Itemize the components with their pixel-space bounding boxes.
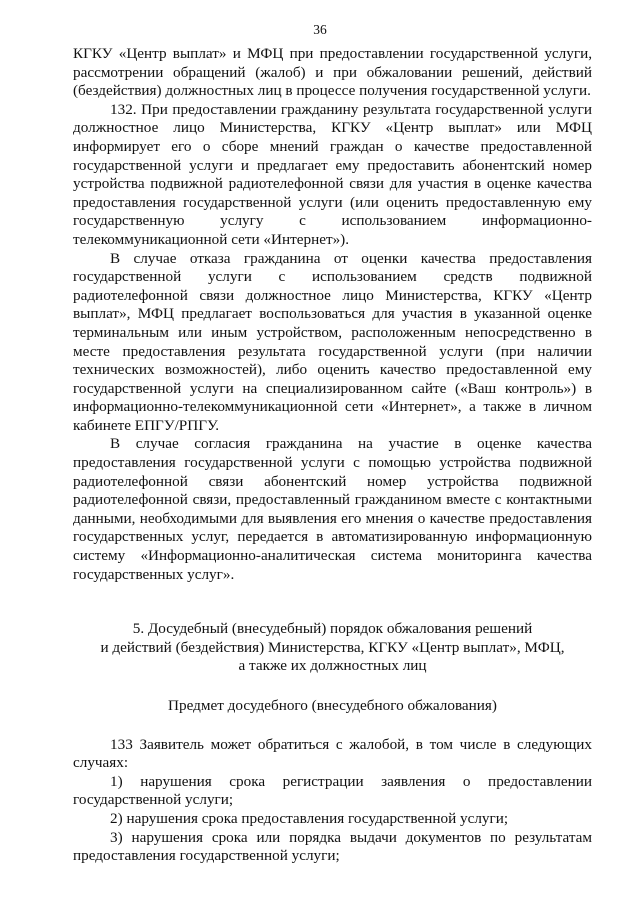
list-item-2: 2) нарушения срока предоставления государственной услуги;	[110, 809, 509, 827]
paragraph-consent-case: В случае согласия гражданина на участие в оценке качества предоставления государственной услуги с помощью устройства подвижной радиотелефонной связи абонентский номер устройства подвижной радиотелефонной связи, предоставленный гражданином вместе с контактными данными, необходимыми для выявления его мнения о качестве предоставления государственных услуг, передается в автоматизированную информационную систему «Информационно-аналитическая система мониторинга качества государственных услуг».	[73, 435, 592, 583]
paragraph-132: 132. При предоставлении гражданину результата государственной услуги должностное лицо Министерства, КГКУ «Центр выплат» или МФЦ информирует его о сборе мнений граждан о качестве предоставленной государственной услуги и предлагает ему предоставить абонентский номер устройства подвижной радиотелефонной связи для участия в оценке качества предоставления государственной услуги (или оценить предоставленную ему государственную услугу с использованием информационно-телекоммуникационной сети «Интернет»).	[73, 100, 592, 248]
page-number: 36	[313, 22, 327, 37]
paragraph-continuation: КГКУ «Центр выплат» и МФЦ при предоставлении государственной услуги, рассмотрении обращений (жалоб) и при обжаловании решений, действий (бездействия) должностных лиц в процессе получения государственной услуги.	[73, 45, 592, 100]
paragraph-refusal-case: В случае отказа гражданина от оценки качества предоставления государственной услуги с использованием средств подвижной радиотелефонной связи должностное лицо Министерства, КГКУ «Центр выплат», МФЦ предлагает воспользоваться для участия в указанной оценке терминальным или иным устройством, расположенным непосредственно в месте предоставления результата государственной услуги (при наличии технических возможностей), либо оценить качество предоставленной ему государственной услуги на специализированном сайте («Ваш контроль») в информационно-телекоммуникационной сети «Интернет», а также в личном кабинете ЕПГУ/РПГУ.	[73, 249, 592, 434]
document-body	[73, 45, 592, 866]
subheading: Предмет досудебного (внесудебного обжалования)	[168, 697, 497, 714]
section-heading-line-1: 5. Досудебный (внесудебный) порядок обжалования решений	[132, 620, 533, 638]
section-heading-line-3: а также их должностных лиц	[238, 657, 427, 675]
list-item-1: 1) нарушения срока регистрации заявления о предоставлении государственной услуги;	[73, 772, 592, 809]
section-heading	[73, 620, 592, 676]
paragraph-133: 133 Заявитель может обратиться с жалобой, в том числе в следующих случаях:	[73, 735, 592, 772]
list-item-3: 3) нарушения срока или порядка выдачи документов по результатам предоставления государственной услуги;	[73, 828, 592, 865]
section-heading-line-2: и действий (бездействия) Министерства, КГКУ «Центр выплат», МФЦ,	[100, 638, 565, 656]
